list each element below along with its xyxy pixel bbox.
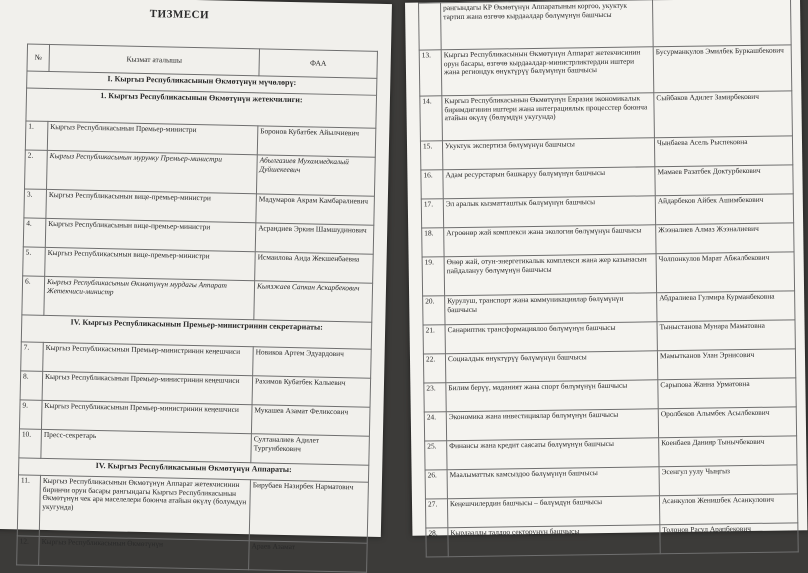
left-document-page	[0, 0, 392, 552]
row-number: 1.	[25, 121, 48, 150]
row-name: Султаналиев Адилет Тургунбекович	[251, 434, 370, 465]
row-number	[419, 3, 442, 50]
right-document-page	[405, 0, 807, 536]
table-row	[419, 0, 792, 50]
row-number: 23.	[424, 383, 446, 412]
row-name: Араев Азамат	[249, 541, 368, 572]
table-row	[17, 536, 368, 572]
row-position: Кыргыз Республикасынын Премьер-министринин кеңешчиси	[41, 400, 252, 433]
table-row	[419, 45, 792, 96]
row-number: 4.	[23, 218, 46, 247]
row-position: Пресс-секретарь	[41, 429, 252, 462]
row-position: Социалдык өнүктүрүү бөлүмүнүн башчысы	[445, 351, 657, 383]
row-position: Маалыматтык камсыздоо бөлүмүнүн башчысы	[447, 467, 659, 499]
section-heading: IV. Кыргыз Республикасынын Өкмөтүнүн Аппараты:	[19, 458, 369, 482]
row-number: 16.	[421, 170, 443, 199]
section-heading: IV. Кыргыз Республикасынын Премьер-министринин секретариаты:	[21, 315, 371, 349]
row-number: 14.	[420, 96, 443, 141]
document-title: ТИЗМЕСИ	[149, 8, 210, 22]
row-name: Рахимов Кубатбек Калыевич	[252, 376, 371, 407]
row-number: 2.	[25, 150, 48, 189]
row-position: Кыргыз Республикасынын Өкмөтүнүн Евразия экономикалык биримдигинин иштери жана интеграциялык процесстер боюнча атайын өкүлү (бөлүмдүн укугунда)	[442, 93, 655, 141]
row-number: 13.	[419, 50, 442, 96]
row-position: Санариптик трансформациялоо бөлүмүнүн башчысы	[445, 322, 657, 354]
row-name: Мамытканов Улан Эрнисович	[657, 349, 795, 380]
row-number: 3.	[24, 189, 47, 218]
header-name: ФАА	[259, 49, 378, 78]
row-number: 21.	[423, 325, 445, 354]
row-name: Асрандиев Эркин Шамшудинович	[255, 223, 374, 254]
row-position: Эл аралык кызматташтык бөлүмүнүн башчысы	[443, 196, 655, 228]
row-name: Оролбеков Алымбек Асылбекович	[658, 407, 796, 438]
row-number: 19.	[422, 257, 445, 296]
row-number: 10.	[19, 429, 42, 458]
table-row	[17, 475, 368, 543]
table-row	[426, 523, 798, 557]
row-name: Мукашев Азамат Феликсович	[251, 405, 370, 436]
row-position: рангындагы КР Өкмөтүнүн Аппаратынын коргоо, укуктук тартип жана өзгөчө кырдаалдар бөлүмүнүн башчысы	[441, 0, 654, 50]
row-position: Кыргыз Республикасынын Премьер-министри	[47, 121, 258, 154]
row-position: Кыргыз Республикасынын Премьер-министринин кеңешчиси	[42, 371, 253, 404]
row-number: 11.	[17, 475, 40, 536]
row-number: 12.	[17, 536, 40, 565]
row-name: Сыйбаков Адилет Замирбекович	[654, 91, 793, 138]
row-name: Асанкулов Женишбек Асанкулович	[659, 494, 797, 525]
row-name: Чолпонкулов Марат Абжалбекович	[656, 252, 795, 293]
row-name: Исмаилова Аида Жекшенбаевна	[255, 252, 374, 283]
header-position: Кызмат аталышы	[49, 44, 260, 75]
row-position: Курулуш, транспорт жана коммуникациялар бөлүмүнүн башчысы	[445, 293, 657, 325]
row-name: Чынбаева Асель Рыспековна	[654, 136, 792, 167]
row-name: Бусурманкулов Эмилбек Буркашбекович	[653, 45, 792, 93]
row-name: Тыныстанова Мунара Маматовна	[657, 320, 795, 351]
row-position: Кыргыз Республикасынын вице-премьер-министри	[45, 247, 256, 280]
row-position: Агроөнөр жай комплекси жана экология бөлүмүнүн башчысы	[444, 225, 656, 257]
row-position: Кыргыз Республикасынын вице-премьер-министри	[46, 189, 257, 222]
header-num: №	[27, 44, 50, 71]
row-number: 24.	[424, 412, 446, 441]
staff-table-left	[16, 43, 378, 572]
row-number: 7.	[21, 342, 44, 371]
row-name: Боронов Кубатбек Айылчиевич	[257, 126, 376, 157]
table-row	[420, 91, 793, 141]
row-name: Кыязжаев Сапкан Аскарбекович	[254, 281, 373, 322]
row-position: Укуктук экспертиза бөлүмүнүн башчысы	[442, 138, 654, 170]
row-position: Кыргыз Республикасынын Өкмөтүнүн	[39, 536, 250, 569]
row-position: Адам ресурстарын башкаруу бөлүмүнүн башчысы	[443, 167, 655, 199]
row-name: Толонов Расул Арапбекович	[660, 523, 798, 554]
row-position: Финансы жана кредит саясаты бөлүмүнүн башчысы	[447, 438, 659, 470]
row-number: 5.	[23, 247, 46, 276]
row-number: 22.	[423, 354, 445, 383]
table-row	[422, 252, 795, 296]
row-position: Кырдаалды талдоо секторунун башчысы	[448, 525, 660, 557]
row-position: Өнөр жай, отун-энергетикалык комплекси жана жер казынасын пайдалануу бөлүмүнүн башчысы	[444, 254, 657, 296]
row-number: 6.	[22, 276, 45, 315]
row-number: 17.	[421, 199, 443, 228]
row-number: 26.	[425, 470, 447, 499]
row-position: Кеңешчилердин башчысы – бөлүмдүн башчысы	[447, 496, 659, 528]
row-name: Абылгазиев Мухаммедкалый Дуйшекеевич	[256, 155, 375, 196]
row-number: 18.	[422, 228, 444, 257]
row-number: 28.	[426, 528, 448, 557]
row-position: Кыргыз Республикасынын Өкмөтүнүн Аппарат жетекчисинин биринчи орун басары рангындагы Кыргыз Республикасынын Өкмөтүнүн чек ара маселелери боюнча атайын өкүлү (болумдун укугунда)	[39, 475, 250, 540]
row-number: 25.	[425, 441, 447, 470]
row-position: Кыргыз Республикасынын вице-премьер-министри	[45, 218, 256, 251]
row-name	[653, 0, 792, 47]
row-position: Кыргыз Республикасынын Өкмөтүнүн мурдагы Аппарат Жетекчиси-министр	[44, 276, 255, 319]
row-name: Жээналиев Алмаз Жээналиевич	[656, 223, 794, 254]
row-name: Мамаев Разатбек Доктурбекович	[655, 165, 793, 196]
row-number: 9.	[19, 400, 42, 429]
row-position: Кыргыз Республикасынын Өкмөтүнүн Аппарат жетекчисинин орун басары, өзгөчө кырдаалдар-министрликтердин иштери жана региондук өнүктүрүү бөлүмүнүн башчысы	[441, 47, 654, 96]
row-position: Экономика жана инвестициялар бөлүмүнүн башчысы	[446, 409, 658, 441]
row-position: Билим берүү, маданият жана спорт бөлүмүнүн башчысы	[446, 380, 658, 412]
row-name: Абдралиева Гулмира Курманбековна	[657, 291, 795, 322]
row-number: 20.	[423, 296, 445, 325]
row-name: Сарыпова Жанна Урматовна	[658, 378, 796, 409]
row-number: 15.	[420, 141, 442, 170]
row-position: Кыргыз Республикасынын мурунку Премьер-министри	[47, 150, 258, 193]
section-heading: I. Кыргыз Республикасынын Өкмөтүнүн мүчөлөрү:	[27, 71, 377, 95]
row-number: 27.	[425, 499, 447, 528]
staff-table-right	[418, 0, 799, 558]
row-number: 8.	[20, 371, 43, 400]
row-name: Новиков Артем Эдуардович	[253, 347, 372, 378]
section-heading: 1. Кыргыз Республикасынын Өкмөтүнүн жетекчилиги:	[26, 88, 377, 128]
row-name: Эсенгул уулу Чыңгыз	[659, 465, 797, 496]
row-name: Бирубаев Назирбек Нарматович	[249, 480, 368, 543]
row-name: Коенбаев Данияр Тынычбекович	[659, 436, 797, 467]
row-position: Кыргыз Республикасынын Премьер-министринин кеңешчиси	[43, 342, 254, 375]
row-name: Мадумаров Акрам Камбаралиевич	[256, 194, 375, 225]
row-name: Айдарбеков Айбек Ашимбекович	[655, 194, 793, 225]
